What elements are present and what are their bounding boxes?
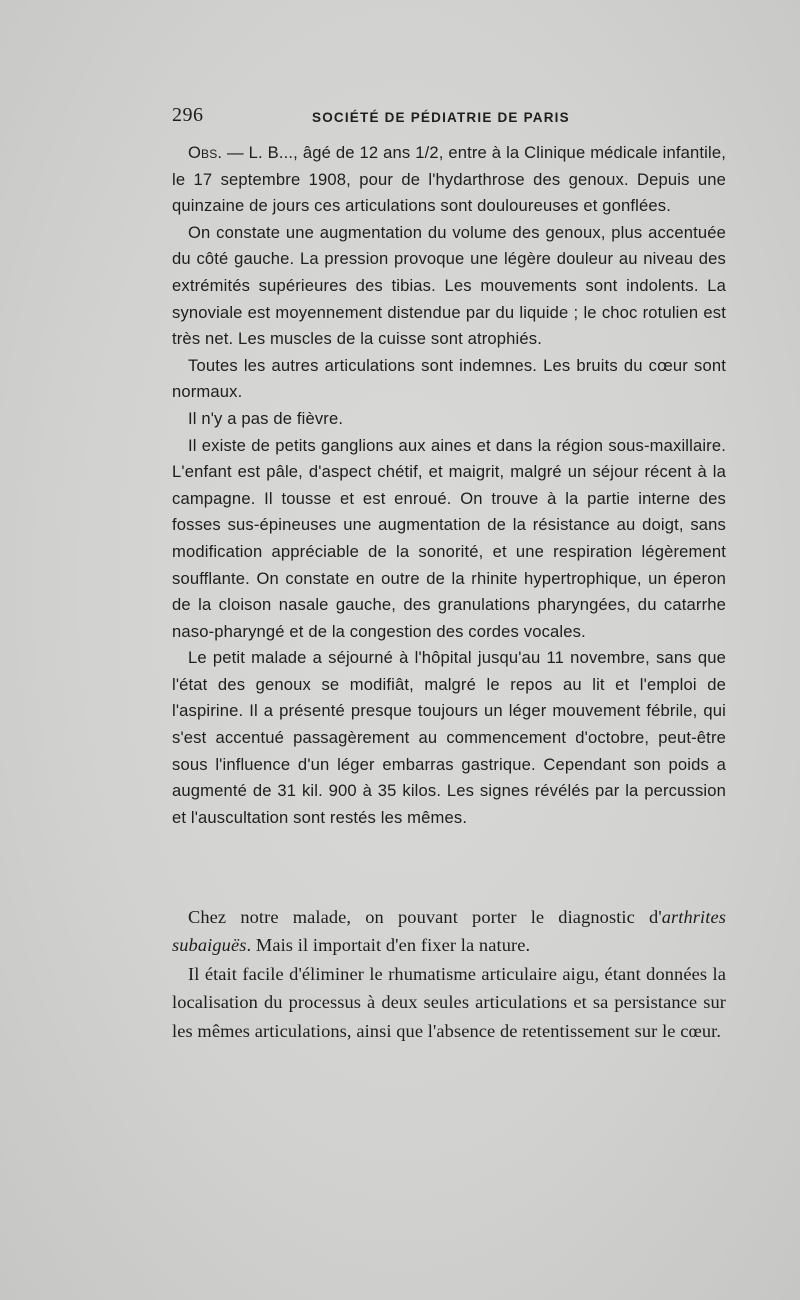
observation-paragraph-1-text: — L. B..., âgé de 12 ans 1/2, entre à la Clinique médicale infantile, le 17 septembre 1908, pour de l'hydarthrose des genoux. Depuis une quinzaine de jours ces articulations sont douloureuses et gonflées.: [172, 143, 726, 216]
observation-paragraph-3: Toutes les autres articulations sont indemnes. Les bruits du cœur sont normaux.: [172, 355, 726, 402]
main-paragraph-1-italic: arthrites subaiguës: [172, 907, 726, 956]
page-number: 296: [172, 104, 204, 126]
running-title: SOCIÉTÉ DE PÉDIATRIE DE PARIS: [312, 110, 570, 125]
main-text-block: [172, 903, 726, 1045]
observation-block: [172, 140, 726, 831]
main-paragraph-2: Il était facile d'éliminer le rhumatisme articulaire aigu, étant données la localisation du processus à deux seules articulations et sa persistance sur les mêmes articulations, ainsi que l'absence de retentissement sur le cœur.: [172, 963, 726, 1041]
observation-paragraph-5: Il existe de petits ganglions aux aines et dans la région sous-maxillaire. L'enfant est pâle, d'aspect chétif, et maigrit, malgré un séjour récent à la campagne. Il tousse et est enroué. On trouve à la partie interne des fosses sus-épineuses une augmentation de la résistance au doigt, sans modification appréciable de la sonorité, et une respiration légèrement soufflante. On constate en outre de la rhinite hypertrophique, un éperon de la cloison nasale gauche, des granulations pharyngées, du catarrhe naso-pharyngé et de la congestion des cordes vocales.: [172, 435, 726, 641]
main-paragraph-1: [172, 903, 726, 960]
observation-paragraph-6: Le petit malade a séjourné à l'hôpital jusqu'au 11 novembre, sans que l'état des genoux se modifiât, malgré le repos au lit et l'emploi de l'aspirine. Il a présenté presque toujours un léger mouvement fébrile, qui s'est accentué passagèrement au commencement d'octobre, peut-être sous l'influence d'un léger embarras gastrique. Cependant son poids a augmenté de 31 kil. 900 à 35 kilos. Les signes révélés par la percussion et l'auscultation sont restés les mêmes.: [172, 648, 726, 827]
main-paragraph-1-after: . Mais il importait d'en fixer la nature.: [246, 935, 531, 956]
page-header: [172, 104, 724, 134]
observation-paragraph-2: On constate une augmentation du volume des genoux, plus accentuée du côté gauche. La pression provoque une légère douleur au niveau des extrémités supérieures des tibias. Les mouvements sont indolents. La synoviale est moyennement distendue par du liquide ; le choc rotulien est très net. Les muscles de la cuisse sont atrophiés.: [172, 222, 726, 349]
main-paragraph-1-before: Chez notre malade, on pouvant porter le diagnostic d': [188, 907, 662, 927]
obs-label: Obs.: [188, 143, 223, 162]
observation-paragraph-4: Il n'y a pas de fièvre.: [188, 408, 344, 428]
observation-paragraph-1: [172, 140, 726, 220]
